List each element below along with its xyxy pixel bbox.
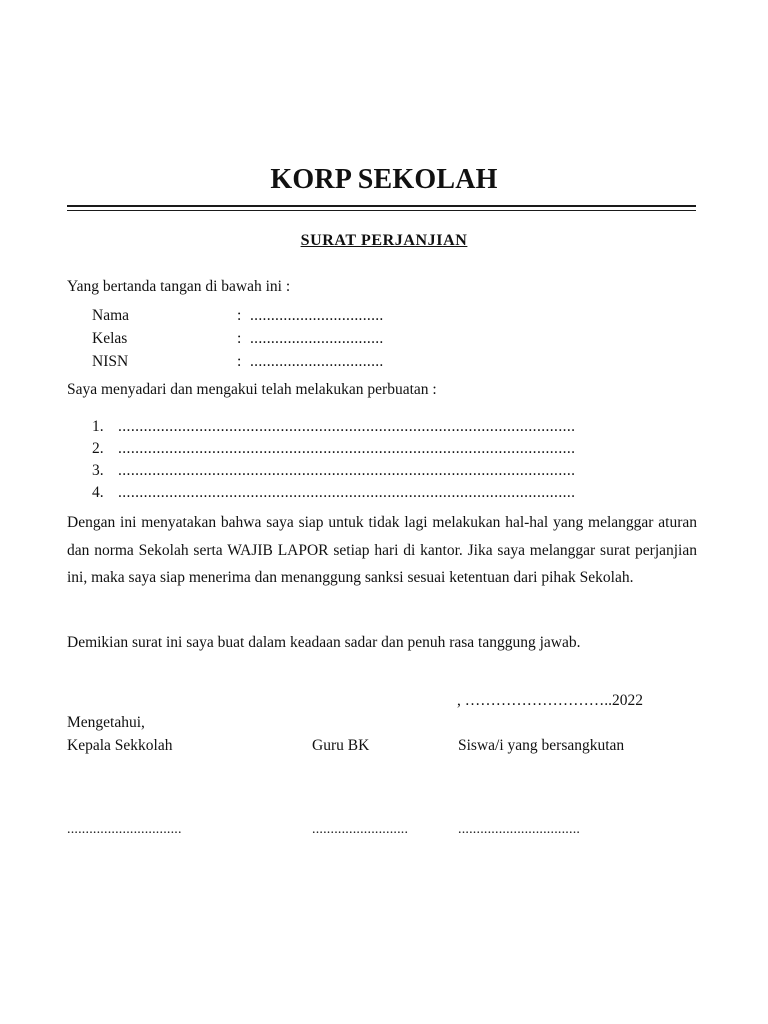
principal-label: Kepala Sekkolah [67,737,173,754]
violation-number: 2. [92,440,104,457]
field-name-blank: ................................ [250,307,384,324]
violation-blank: ........................................................................................................... [118,462,576,479]
field-nisn-colon: : [237,353,242,370]
student-label: Siswa/i yang bersangkutan [458,737,625,754]
field-name-label: Nama [92,307,130,324]
acknowledge-text: Saya menyadari dan mengakui telah melakukan perbuatan : [67,381,437,398]
field-class-label: Kelas [92,330,128,347]
intro-text: Yang bertanda tangan di bawah ini : [67,278,291,295]
document-subtitle: SURAT PERJANJIAN [300,232,468,249]
violation-blank: ........................................................................................................... [118,440,576,457]
violation-number: 4. [92,484,104,501]
document-title: KORP SEKOLAH [270,164,498,195]
field-nisn-label: NISN [92,353,129,370]
field-nisn-blank: ................................ [250,353,384,370]
acknowledged-label: Mengetahui, [67,714,145,731]
field-class-colon: : [237,330,242,347]
statement-paragraph: Dengan ini menyatakan bahwa saya siap untuk tidak lagi melakukan hal-hal yang melanggar aturan dan norma Sekolah serta WAJIB LAPOR setiap hari di kantor. Jika saya melanggar surat perjanjian ini, maka saya siap menerima dan menanggung sanksi sesuai ketentuan dari pihak Sekolah. [67,514,697,586]
principal-signature-blank: ............................... [67,822,182,837]
field-name-colon: : [237,307,242,324]
title-rule-thin [67,210,696,211]
closing-text: Demikian surat ini saya buat dalam keadaan sadar dan penuh rasa tanggung jawab. [67,634,581,651]
violation-blank: ........................................................................................................... [118,418,576,435]
violation-number: 3. [92,462,104,479]
date-line: , ………………………..2022 [457,692,643,709]
violation-blank: ........................................................................................................... [118,484,576,501]
field-class-blank: ................................ [250,330,384,347]
violation-number: 1. [92,418,104,435]
counselor-label: Guru BK [312,737,370,754]
title-rule-thick [67,205,696,207]
student-signature-blank: ................................. [458,822,581,837]
counselor-signature-blank: .......................... [312,822,409,837]
